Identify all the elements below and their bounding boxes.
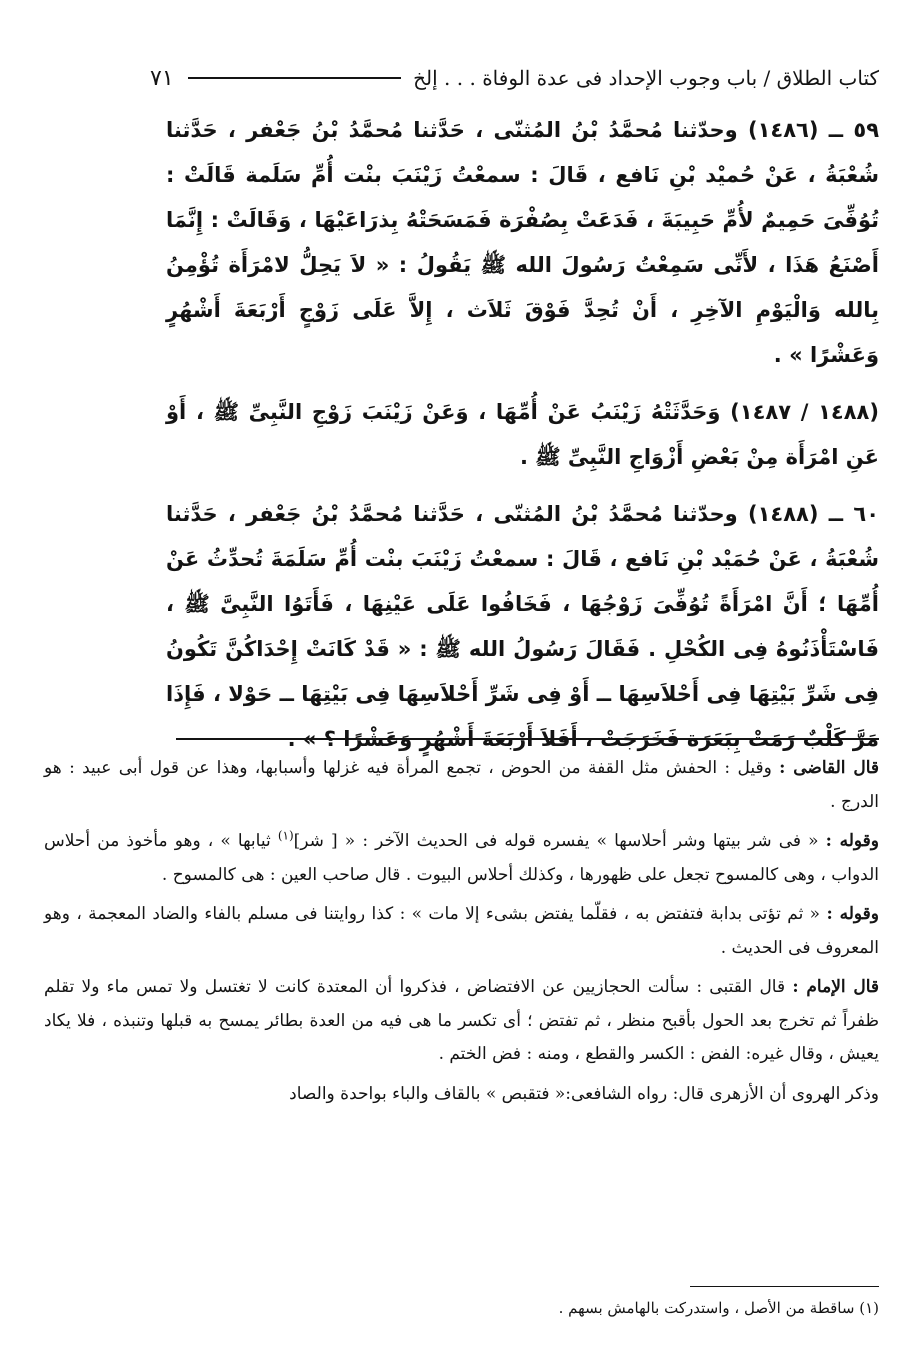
commentary-paragraph [44,752,879,819]
footnote: (١) ساقطة من الأصل ، واستدركت بالهامش بسهم . [558,1299,879,1317]
commentary-lead: قال القاضى : [779,758,880,778]
footnote-reference: (١) [277,828,294,843]
commentary-text: ثيابها » ، وهو مأخوذ من أحلاس الدواب ، وهى كالمسوح تجعل على ظهورها ، وكذلك أحلاس البيوت . قال صاحب العين : هى كالمسوح . [44,831,879,885]
commentary-paragraph [44,898,879,965]
commentary-text: وقيل : الحفش مثل القفة من الحوض ، تجمع المرأة فيه غزلها وأسبابها، وهذا عن قول أبى عبيد : هو الدرج . [44,758,879,812]
hadith-text [166,108,879,762]
commentary-divider [176,738,879,740]
page-header [150,58,879,98]
commentary-text: وذكر الهروى أن الأزهرى قال: رواه الشافعى:« فتقبص » بالقاف والباء بواحدة والصاد [289,1083,879,1104]
commentary-text: « ثم تؤتى بدابة فتفتض به ، فقلّما يفتض بشىء إلا مات » : كذا روايتنا فى مسلم بالفاء والضاد المعجمة ، وهو المعروف فى الحديث . [44,904,879,958]
header-rule [188,77,402,79]
commentary-lead: وقوله : [826,904,880,924]
hadith-1488-1487: (١٤٨٨ / ١٤٨٧) وَحَدَّثَتْهُ زَيْنَبُ عَنْ أُمِّهَا ، وَعَنْ زَيْنَبَ زَوْجِ النَّبِىِّ ﷺ ، أَوْ عَنِ امْرَأَة مِنْ بَعْضِ أَزْوَاجِ النَّبِىِّ ﷺ . [166,400,879,469]
hadith-60: ٦٠ ــ (١٤٨٨) وحدّثنا مُحمَّدُ بْنُ المُثنّى ، حَدَّثنا مُحمَّدُ بْنُ جَعْفر ، حَدَّثنا شُعْبَةُ ، عَنْ حُمَيْد بْنِ نَافع ، قَالَ : سمعْتُ زَيْنَبَ بنْت أُمِّ سَلَمَةَ تُحدِّثُ عَنْ أُمِّهَا ؛ أَنَّ امْرَأَةً تُوُفِّىَ زَوْجُهَا ، فَخَافُوا عَلَى عَيْنِهَا ، فَأَتَوُا النَّبِىَّ ﷺ ، فَاسْتَأْذَنُوهُ فِى الكُحْلِ . فَقَالَ رَسُولُ الله ﷺ : « قَدْ كَانَتْ إِحْدَاكُنَّ تَكُونُ فِى شَرِّ بَيْتِهَا فِى أَحْلاَسِهَا ــ أَوْ فِى شَرِّ أَحْلاَسِهَا فِى بَيْتِهَا ــ حَوْلا ، فَإِذَا مَرَّ كَلْبٌ رَمَتْ بِبَعَرَة فَخَرَجَتْ ، أَفَلاَ أَرْبَعَةَ أَشْهُرٍ وَعَشْرًا ؟ » . [166,502,880,751]
page-number: ٧١ [150,65,174,91]
commentary-lead: وقوله : [825,831,879,851]
commentary-paragraph [44,1078,879,1112]
running-title: كتاب الطلاق / باب وجوب الإحداد فى عدة الوفاة . . . إلخ [413,66,879,90]
commentary-text: قال القتبى : سألت الحجازيين عن الافتضاض ، فذكروا أن المعتدة كانت لا تغتسل ولا تمس ماء ولا تقلم ظفراً ثم تخرج بعد الحول بأقبح منظر ، ثم تفتض ؛ أى تكسر ما هى فيه من العدة بطائر يمسح به قبلها وتنبذه ، فلا يكاد يعيش ، وقال غيره: الفض : الكسر والقطع ، ومنه : فض الختم . [44,977,879,1064]
commentary-paragraph [44,825,879,892]
hadith-59: ٥٩ ــ (١٤٨٦) وحدّثنا مُحمَّدُ بْنُ المُثنّى ، حَدَّثنا مُحمَّدُ بْنُ جَعْفر ، حَدَّثنا شُعْبَةُ ، عَنْ حُميْد بْنِ نَافع ، قَالَ : سمعْتُ زَيْنَبَ بنْت أُمِّ سَلَمة قَالَتْ : تُوُفِّىَ حَمِيمٌ لأُمِّ حَبِيبَةَ ، فَدَعَتْ بِصُفْرَة فَمَسَحَتْهُ بِذرَاعَيْهَا ، وَقَالَتْ : إِنَّمَا أَصْنَعُ هَذَا ، لأَنِّى سَمِعْتُ رَسُولَ الله ﷺ يَقُولُ : « لاَ يَحِلُّ لامْرَأَة تُؤْمِنُ بِالله وَالْيَوْمِ الآخِرِ ، أَنْ تُحِدَّ فَوْقَ ثَلاَث ، إِلاَّ عَلَى زَوْجٍ أَرْبَعَةَ أَشْهُرٍ وَعَشْرًا » . [166,118,880,367]
footnote-rule [690,1286,879,1287]
commentary-section [44,752,879,1117]
commentary-text: « فى شر بيتها وشر أحلاسها » يفسره قوله فى الحديث الآخر : « [ شر] [293,831,819,851]
commentary-paragraph [44,971,879,1072]
commentary-lead: قال الإمام : [792,977,880,997]
